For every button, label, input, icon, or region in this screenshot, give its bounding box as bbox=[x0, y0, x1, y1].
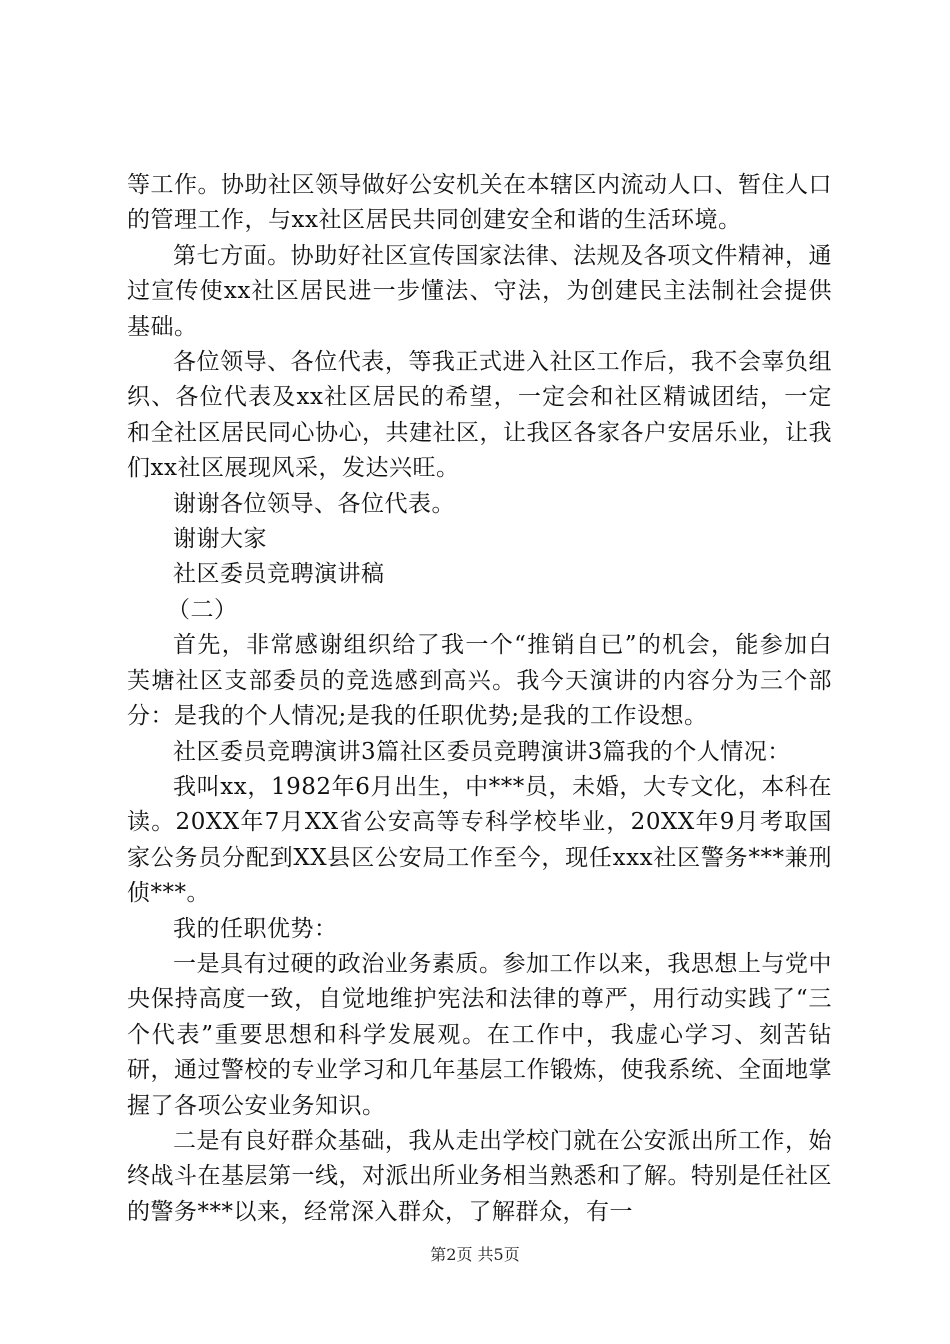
paragraph-personal-info: 我叫xx，1982年6月出生，中***员，未婚，大专文化，本科在读。20XX年7月XX省公安高等专科学校毕业，20XX年9月考取国家公务员分配到XX县区公安局工作至今，现任xxx社区警务***兼刑侦***。 bbox=[127, 773, 832, 907]
paragraph-advantage-two: 二是有良好群众基础，我从走出学校门就在公安派出所工作，始终战斗在基层第一线，对派出所业务相当熟悉和了解。特别是任社区的警务***以来，经常深入群众，了解群众，有一 bbox=[127, 1127, 832, 1225]
paragraph-personal-heading: 社区委员竞聘演讲3篇社区委员竞聘演讲3篇我的个人情况： bbox=[173, 738, 791, 765]
page-footer: 第2页 共5页 bbox=[430, 1245, 520, 1264]
paragraph-closing-pledge: 各位领导、各位代表，等我正式进入社区工作后，我不会辜负组织、各位代表及xx社区居民的希望，一定会和社区精诚团结，一定和全社区居民同心协心，共建社区，让我区各家各户安居乐业，让我们xx社区展现风采，发达兴旺。 bbox=[127, 349, 832, 482]
paragraph-thanks-all: 谢谢大家 bbox=[173, 526, 267, 553]
paragraph-continuation: 等工作。协助社区领导做好公安机关在本辖区内流动人口、暂住人口的管理工作，与xx社区居民共同创建安全和谐的生活环境。 bbox=[127, 172, 832, 234]
paragraph-opening: 首先，非常感谢组织给了我一个“推销自已”的机会，能参加白芙塘社区支部委员的竞选感到高兴。我今天演讲的内容分为三个部分：是我的个人情况;是我的任职优势;是我的工作设想。 bbox=[127, 632, 832, 730]
section-number: （二） bbox=[167, 596, 238, 623]
document-body bbox=[127, 168, 832, 1230]
paragraph-thanks-leaders: 谢谢各位领导、各位代表。 bbox=[173, 490, 455, 517]
paragraph-seventh-aspect: 第七方面。协助好社区宣传国家法律、法规及各项文件精神，通过宣传使xx社区居民进一步懂法、守法，为创建民主法制社会提供基础。 bbox=[127, 242, 832, 340]
section-title: 社区委员竞聘演讲稿 bbox=[173, 561, 385, 588]
paragraph-advantages-heading: 我的任职优势： bbox=[173, 915, 338, 942]
paragraph-advantage-one: 一是具有过硬的政治业务素质。参加工作以来，我思想上与党中央保持高度一致，自觉地维护宪法和法律的尊严，用行动实践了“三个代表”重要思想和科学发展观。在工作中，我虚心学习、刻苦钻研，通过警校的专业学习和几年基层工作锻炼，使我系统、全面地掌握了各项公安业务知识。 bbox=[127, 950, 832, 1119]
